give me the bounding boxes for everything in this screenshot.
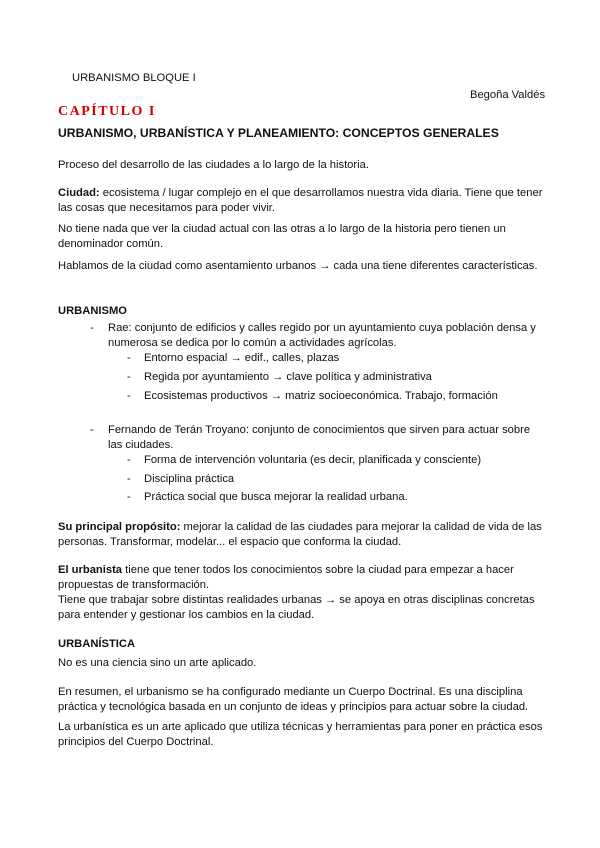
urbanista-paragraph [58, 563, 546, 593]
list-item-text: Rae: conjunto de edificios y calles regido por un ayuntamiento cuya población densa y numerosa se dedica por lo común a actividades agrícolas. [108, 322, 536, 349]
chapter-label: CAPÍTULO I [58, 104, 156, 119]
urbanista-paragraph-2: Tiene que trabajar sobre distintas realidades urbanas → se apoya en otras disciplinas concretas para entender y gestionar los cambios en la ciudad. [58, 594, 535, 621]
proposito-text: mejorar la calidad de las ciudades para mejorar la calidad de vida de las personas. Transformar, modelar... el espacio que conforma la ciudad. [58, 521, 542, 548]
dash-bullet: - [127, 491, 131, 503]
sub-list-item-text: Entorno espacial → edif., calles, plazas [144, 352, 340, 364]
sub-list-item-text: Forma de intervención voluntaria (es decir, planificada y consciente) [144, 454, 482, 466]
urbanistica-paragraph-2: En resumen, el urbanismo se ha configurado mediante un Cuerpo Doctrinal. Es una disciplina práctica y tecnológica basada en un conjunto de ideas y principios para actuar sobre la ciudad. [58, 686, 529, 713]
urbanistica-paragraph-1: No es una ciencia sino un arte aplicado. [58, 657, 257, 669]
dash-bullet: - [90, 322, 94, 334]
intro-paragraph: Proceso del desarrollo de las ciudades a lo largo de la historia. [58, 159, 369, 171]
header-author: Begoña Valdés [470, 89, 546, 101]
urbanistica-paragraph-3: La urbanística es un arte aplicado que utiliza técnicas y herramientas para poner en práctica esos principios del Cuerpo Doctrinal. [58, 721, 543, 748]
list-item-text: Fernando de Terán Troyano: conjunto de conocimientos que sirven para actuar sobre las ciudades. [108, 424, 531, 451]
dash-bullet: - [127, 454, 131, 466]
proposito-term: Su principal propósito: [58, 521, 181, 533]
hablamos-paragraph: Hablamos de la ciudad como asentamiento urbanos → cada una tiene diferentes características. [58, 260, 538, 272]
urbanismo-heading: URBANISMO [58, 305, 127, 317]
urbanista-text: tiene que tener todos los conocimientos sobre la ciudad para empezar a hacer propuestas de transformación. [58, 564, 514, 591]
urbanistica-heading: URBANÍSTICA [58, 638, 136, 650]
header-course: URBANISMO BLOQUE I [72, 72, 196, 84]
sub-list-item-text: Ecosistemas productivos → matriz socioeconómica. Trabajo, formación [144, 390, 498, 402]
dash-bullet: - [127, 352, 131, 364]
dash-bullet: - [127, 371, 131, 383]
sub-list-item-text: Disciplina práctica [144, 473, 235, 485]
sub-list-item-text: Práctica social que busca mejorar la realidad urbana. [144, 491, 408, 503]
dash-bullet: - [127, 390, 131, 402]
sub-list-item-text: Regida por ayuntamiento → clave política y administrativa [144, 371, 432, 383]
dash-bullet: - [90, 424, 94, 436]
ciudad-paragraph [58, 186, 546, 216]
ciudad-text: ecosistema / lugar complejo en el que desarrollamos nuestra vida diaria. Tiene que tener las cosas que necesitamos para poder vivir. [58, 187, 543, 214]
ciudad-term: Ciudad: [58, 187, 100, 199]
urbanista-term: El urbanista [58, 564, 123, 576]
dash-bullet: - [127, 473, 131, 485]
page-title: URBANISMO, URBANÍSTICA Y PLANEAMIENTO: CONCEPTOS GENERALES [58, 126, 499, 140]
proposito-paragraph [58, 520, 546, 550]
no-tiene-paragraph: No tiene nada que ver la ciudad actual con las otras a lo largo de la historia pero tienen un denominador común. [58, 223, 506, 250]
